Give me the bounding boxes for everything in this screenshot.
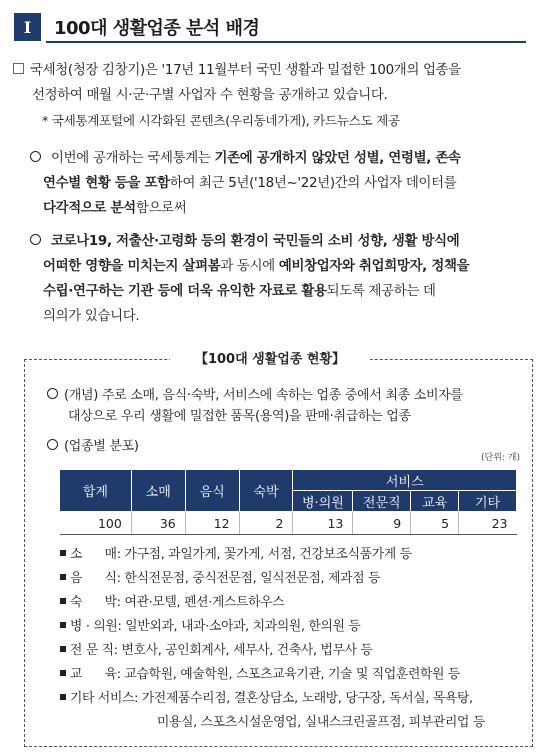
category-label: 병 · 의원: [70, 619, 122, 634]
bullet1-text-2: 하여 최근 5년('18년~'22년)간의 사업자 데이터를 [169, 176, 457, 191]
header-education: 교육 [411, 491, 459, 512]
bullet1-bold: 기존에 공개하지 않았던 성별, 연령별, 존속 [214, 151, 461, 166]
table-row [60, 512, 517, 535]
value-hospital: 13 [293, 512, 353, 535]
category-continuation: 미용실, 스포츠시설운영업, 실내스크린골프점, 피부관리업 등 [157, 715, 485, 730]
intro-line-2: 선정하여 매월 시·군·구별 사업자 수 현황을 공개하고 있습니다. [32, 88, 388, 103]
circle-bullet-icon [30, 234, 41, 245]
list-item [60, 591, 528, 615]
category-text: 여관·모텔, 펜션·게스트하우스 [124, 595, 285, 610]
value-lodging: 2 [239, 512, 293, 535]
bullet2-bold-2: 어떠한 영향을 미치는지 살펴봄 [43, 259, 221, 274]
square-bullet-icon [13, 63, 24, 74]
bullet2-text-4: 의의가 있습니다. [43, 309, 140, 324]
value-other: 23 [459, 512, 517, 535]
bullet2-bold-1: 코로나19, 저출산·고령화 등의 환경이 국민들의 소비 성향, 생활 방식에 [51, 234, 460, 249]
distribution-table [59, 469, 517, 535]
header-professional: 전문직 [353, 491, 411, 512]
header-hospital: 병·의원 [293, 491, 353, 512]
list-item [60, 615, 528, 639]
header-service: 서비스 [293, 470, 517, 491]
circle-bullet-icon [47, 439, 58, 450]
header-total: 합계 [60, 470, 132, 512]
circle-bullet-icon [30, 151, 41, 162]
category-label: 숙 박: [70, 595, 121, 610]
concept-line-1: (개념) 주로 소매, 음식·숙박, 서비스에 속하는 업종 중에서 최종 소비자를 [64, 388, 463, 403]
square-bullet-icon [60, 574, 66, 580]
bullet1-bold-3: 다각적으로 분석 [43, 201, 136, 216]
section-title: 100대 생활업종 분석 배경 [54, 18, 260, 39]
section-number-badge: I [14, 13, 41, 41]
distribution-label-row [47, 436, 139, 457]
intro-note: * 국세통계포털에 시각화된 콘텐츠(우리동네가게), 카드뉴스도 제공 [42, 113, 400, 128]
category-text: 일반외과, 내과·소아과, 치과의원, 한의원 등 [125, 619, 361, 634]
distribution-label: (업종별 분포) [64, 439, 139, 454]
list-item [60, 543, 528, 567]
category-label: 전 문 직: [70, 643, 118, 658]
concept-paragraph [47, 385, 527, 427]
header-lodging: 숙박 [239, 470, 293, 512]
category-label: 교 육: [70, 667, 121, 682]
square-bullet-icon [60, 646, 66, 652]
value-retail: 36 [131, 512, 185, 535]
value-food: 12 [185, 512, 239, 535]
header-other: 기타 [459, 491, 517, 512]
category-list [60, 543, 528, 735]
header-food: 음식 [185, 470, 239, 512]
bullet1-text: 이번에 공개하는 국세통계는 [51, 151, 215, 166]
bullet1-text-3: 함으로써 [135, 201, 187, 216]
category-text: 한식전문점, 중식전문점, 일식전문점, 제과점 등 [124, 571, 381, 586]
intro-line-1: 국세청(청장 김창기)은 '17년 11월부터 국민 생활과 밀접한 100개의 업종을 [30, 63, 461, 78]
square-bullet-icon [60, 622, 66, 628]
square-bullet-icon [60, 694, 66, 700]
category-label: 기타 서비스: [70, 691, 139, 706]
value-total: 100 [60, 512, 132, 535]
square-bullet-icon [60, 598, 66, 604]
value-education: 5 [411, 512, 459, 535]
bullet2-text-2: 과 동시에 [220, 259, 279, 274]
square-bullet-icon [60, 550, 66, 556]
list-item [60, 663, 528, 687]
category-text: 교습학원, 예술학원, 스포츠교육기관, 기술 및 직업훈련학원 등 [124, 667, 460, 682]
list-item [60, 687, 528, 711]
header-retail: 소매 [131, 470, 185, 512]
list-item [60, 639, 528, 663]
bullet2-text-3: 되도록 제공하는 데 [326, 284, 436, 299]
bullet2-bold-3: 예비창업자와 취업희망자, 정책을 [278, 259, 470, 274]
circle-bullet-icon [47, 388, 58, 399]
bullet2-bold-4: 수립·연구하는 기관 등에 더욱 유익한 자료로 활용 [43, 284, 327, 299]
intro-paragraph [13, 58, 533, 133]
category-text: 가구점, 과일가게, 꽃가게, 서점, 건강보조식품가게 등 [124, 547, 412, 562]
category-text: 가전제품수리점, 결혼상담소, 노래방, 당구장, 독서실, 목욕탕, [141, 691, 473, 706]
bullet1-bold-2: 연수별 현황 등을 포함 [43, 176, 170, 191]
title-underline [46, 41, 526, 43]
category-label: 음 식: [70, 571, 121, 586]
category-label: 소 매: [70, 547, 121, 562]
bullet-paragraph-1 [30, 146, 530, 221]
category-text: 변호사, 공인회계사, 세무사, 건축사, 법무사 등 [121, 643, 373, 658]
unit-label: (단위: 개) [481, 453, 520, 463]
summary-box-title: 【100대 생활업종 현황】 [170, 348, 370, 367]
list-item [60, 567, 528, 591]
square-bullet-icon [60, 670, 66, 676]
bullet-paragraph-2 [30, 229, 530, 329]
value-professional: 9 [353, 512, 411, 535]
concept-line-2: 대상으로 우리 생활에 밀접한 품목(용역)을 판매·취급하는 업종 [68, 409, 411, 424]
